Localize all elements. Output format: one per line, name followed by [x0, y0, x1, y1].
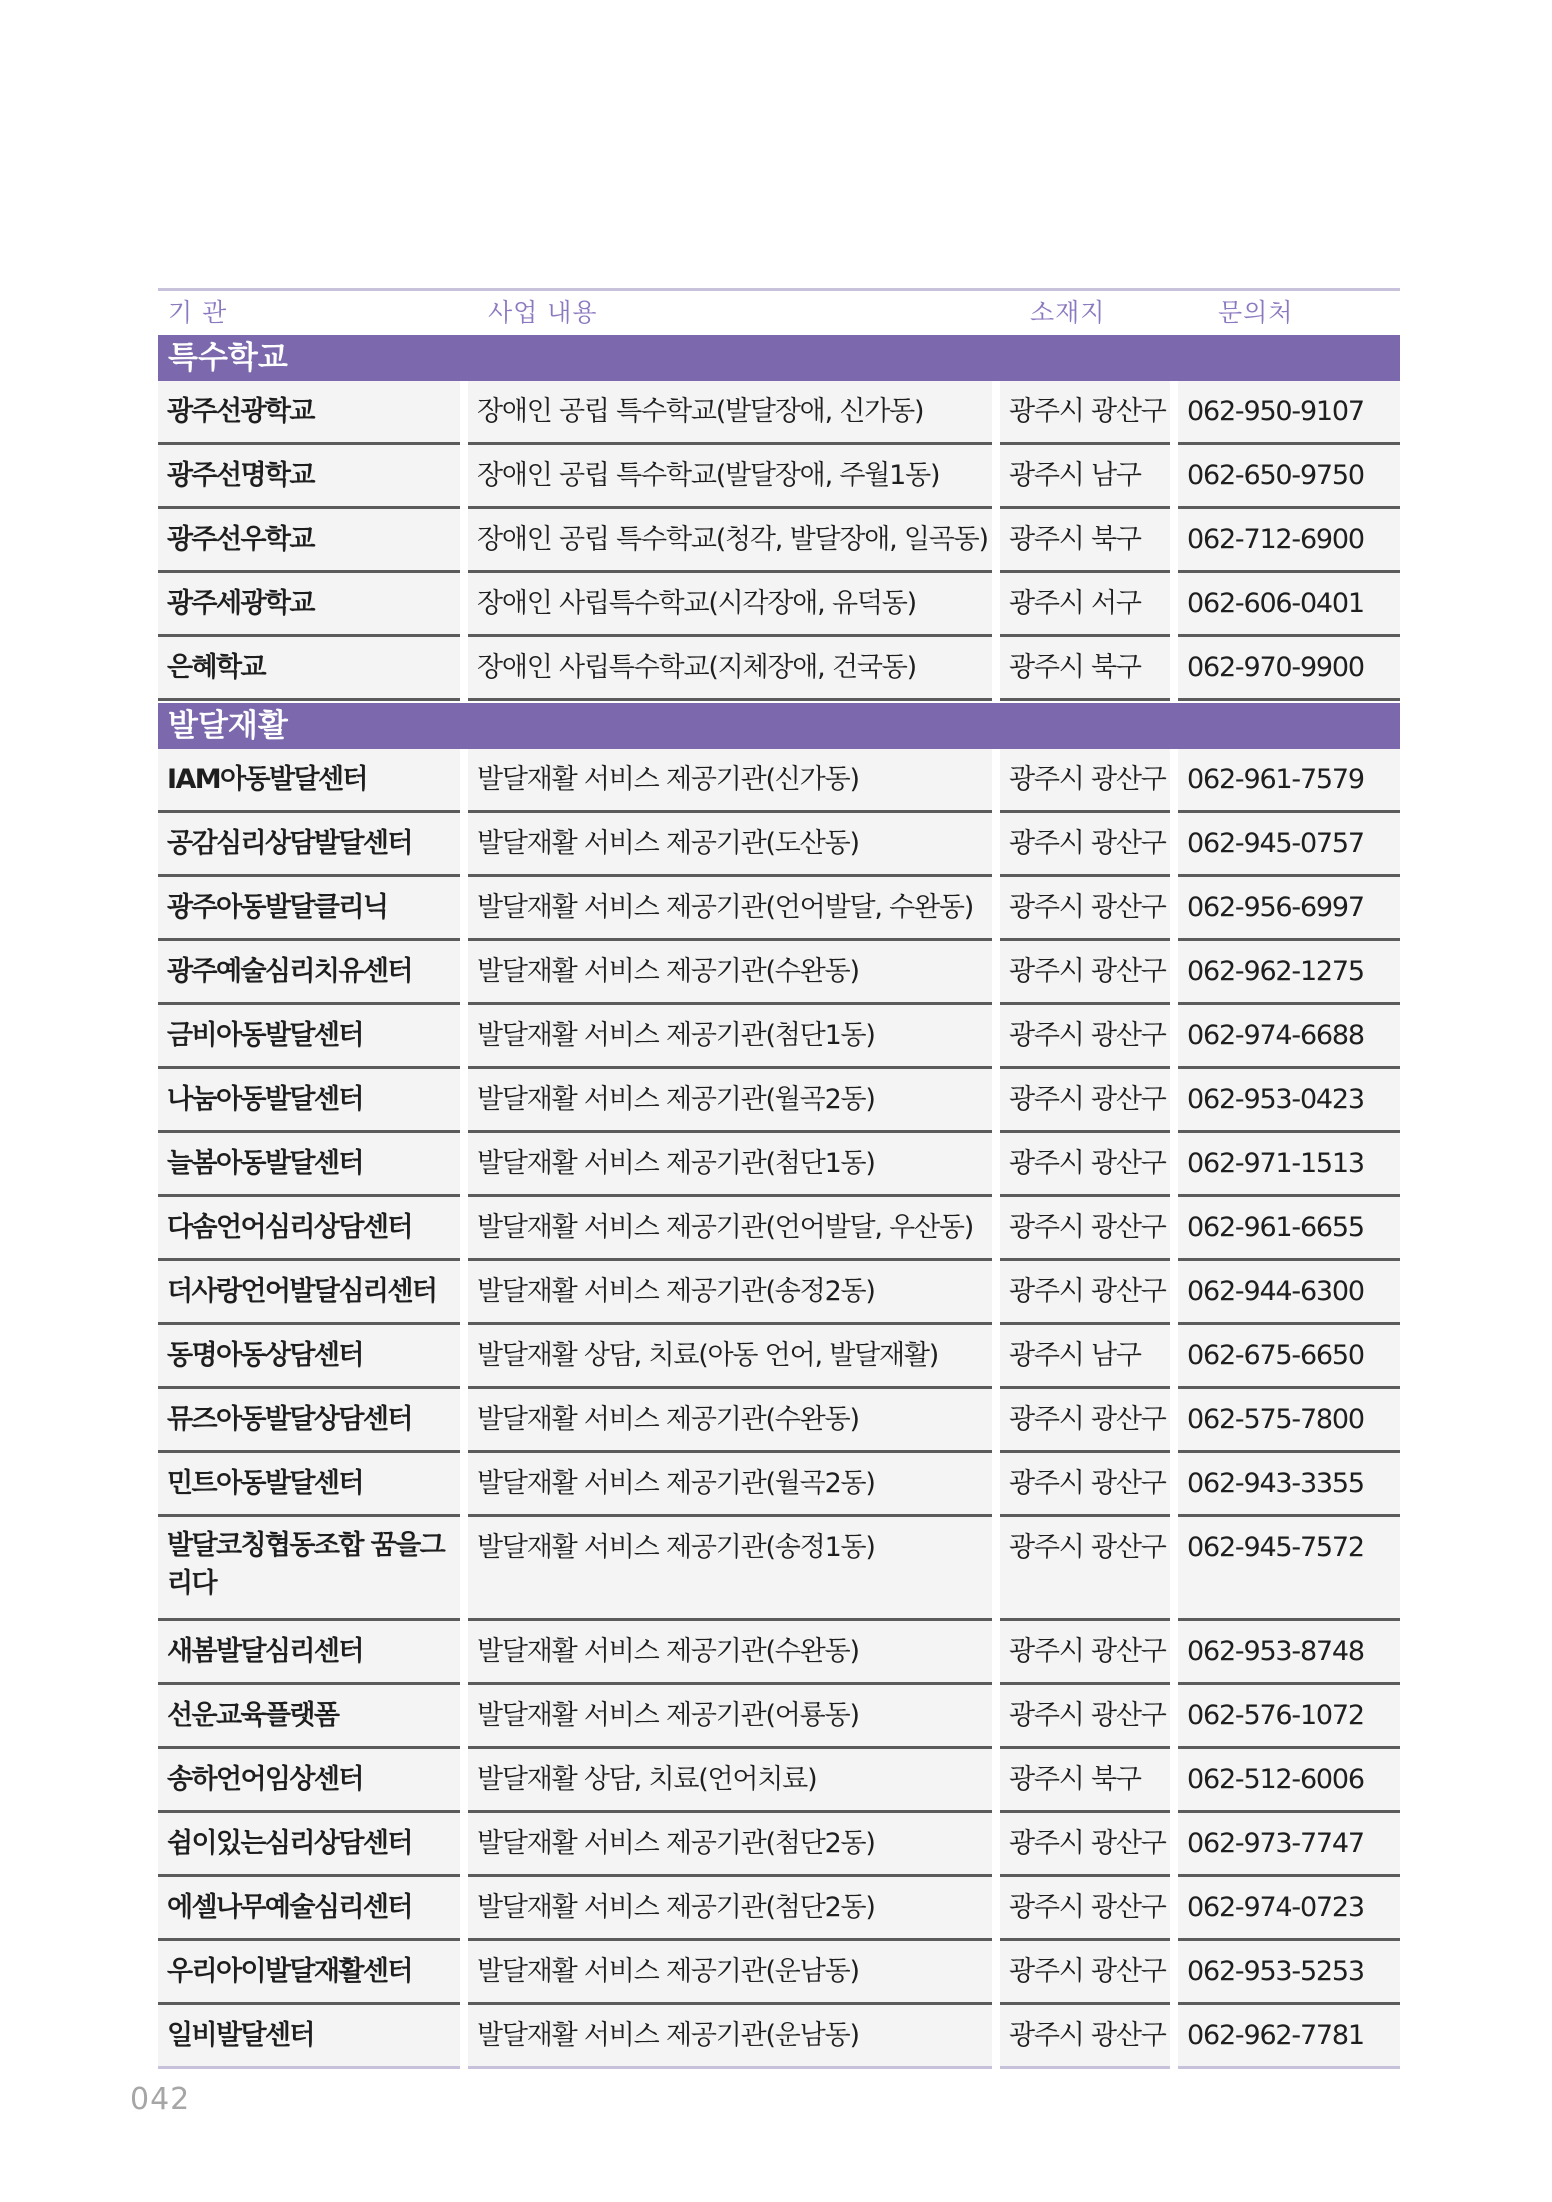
- phone-cell: 062-575-7800: [1178, 1389, 1400, 1453]
- description-cell: 발달재활 서비스 제공기관(운남동): [468, 1941, 992, 2005]
- phone-cell: 062-943-3355: [1178, 1453, 1400, 1517]
- organization-cell: 우리아이발달재활센터: [158, 1941, 460, 2005]
- location-cell: 광주시 광산구: [1000, 813, 1170, 877]
- organization-cell: 광주아동발달클리닉: [158, 877, 460, 941]
- organization-cell: 은혜학교: [158, 637, 460, 701]
- description-cell: 발달재활 서비스 제공기관(언어발달, 우산동): [468, 1197, 992, 1261]
- description-cell: 발달재활 상담, 치료(아동 언어, 발달재활): [468, 1325, 992, 1389]
- table-row: [158, 1749, 1400, 1813]
- description-cell: 장애인 공립 특수학교(발달장애, 신가동): [468, 381, 992, 445]
- table-row: [158, 1517, 1400, 1621]
- phone-cell: 062-944-6300: [1178, 1261, 1400, 1325]
- location-cell: 광주시 광산구: [1000, 1261, 1170, 1325]
- phone-cell: 062-974-0723: [1178, 1877, 1400, 1941]
- phone-cell: 062-953-0423: [1178, 1069, 1400, 1133]
- table-header: [158, 291, 1400, 333]
- description-cell: 장애인 사립특수학교(지체장애, 건국동): [468, 637, 992, 701]
- description-cell: 발달재활 서비스 제공기관(첨단2동): [468, 1877, 992, 1941]
- description-cell: 발달재활 서비스 제공기관(송정2동): [468, 1261, 992, 1325]
- table-row: [158, 1941, 1400, 2005]
- organization-cell: 일비발달센터: [158, 2005, 460, 2069]
- organization-cell: 에셀나무예술심리센터: [158, 1877, 460, 1941]
- header-description: 사업 내용: [488, 298, 598, 327]
- phone-cell: 062-962-1275: [1178, 941, 1400, 1005]
- phone-cell: 062-945-7572: [1178, 1517, 1400, 1621]
- phone-cell: 062-512-6006: [1178, 1749, 1400, 1813]
- description-cell: 발달재활 서비스 제공기관(수완동): [468, 1621, 992, 1685]
- phone-cell: 062-712-6900: [1178, 509, 1400, 573]
- location-cell: 광주시 남구: [1000, 1325, 1170, 1389]
- table-row: [158, 1685, 1400, 1749]
- phone-cell: 062-970-9900: [1178, 637, 1400, 701]
- organization-cell: 쉼이있는심리상담센터: [158, 1813, 460, 1877]
- table-row: [158, 445, 1400, 509]
- organization-cell: 민트아동발달센터: [158, 1453, 460, 1517]
- phone-cell: 062-961-6655: [1178, 1197, 1400, 1261]
- organization-cell: 늘봄아동발달센터: [158, 1133, 460, 1197]
- table-row: [158, 877, 1400, 941]
- organization-cell: 더사랑언어발달심리센터: [158, 1261, 460, 1325]
- phone-cell: 062-953-5253: [1178, 1941, 1400, 2005]
- description-cell: 발달재활 서비스 제공기관(월곡2동): [468, 1453, 992, 1517]
- table-row: [158, 1389, 1400, 1453]
- description-cell: 장애인 공립 특수학교(청각, 발달장애, 일곡동): [468, 509, 992, 573]
- description-cell: 발달재활 서비스 제공기관(언어발달, 수완동): [468, 877, 992, 941]
- phone-cell: 062-945-0757: [1178, 813, 1400, 877]
- table-row: [158, 637, 1400, 701]
- description-cell: 발달재활 서비스 제공기관(첨단1동): [468, 1005, 992, 1069]
- location-cell: 광주시 광산구: [1000, 381, 1170, 445]
- header-contact: 문의처: [1218, 298, 1294, 327]
- organization-cell: 다솜언어심리상담센터: [158, 1197, 460, 1261]
- location-cell: 광주시 광산구: [1000, 877, 1170, 941]
- organization-cell: 금비아동발달센터: [158, 1005, 460, 1069]
- organization-cell: 나눔아동발달센터: [158, 1069, 460, 1133]
- organization-cell: 광주선명학교: [158, 445, 460, 509]
- phone-cell: 062-961-7579: [1178, 749, 1400, 813]
- description-cell: 발달재활 서비스 제공기관(송정1동): [468, 1517, 992, 1621]
- description-cell: 발달재활 상담, 치료(언어치료): [468, 1749, 992, 1813]
- table-row: [158, 2005, 1400, 2069]
- description-cell: 발달재활 서비스 제공기관(월곡2동): [468, 1069, 992, 1133]
- table-row: [158, 941, 1400, 1005]
- organization-cell: 광주선광학교: [158, 381, 460, 445]
- organization-cell: 광주예술심리치유센터: [158, 941, 460, 1005]
- phone-cell: 062-953-8748: [1178, 1621, 1400, 1685]
- description-cell: 발달재활 서비스 제공기관(도산동): [468, 813, 992, 877]
- table-row: [158, 749, 1400, 813]
- location-cell: 광주시 북구: [1000, 1749, 1170, 1813]
- location-cell: 광주시 광산구: [1000, 1133, 1170, 1197]
- organization-cell: 공감심리상담발달센터: [158, 813, 460, 877]
- table-row: [158, 1069, 1400, 1133]
- location-cell: 광주시 광산구: [1000, 1005, 1170, 1069]
- table-row: [158, 1005, 1400, 1069]
- header-organization: 기 관: [168, 298, 228, 327]
- table-row: [158, 381, 1400, 445]
- organization-cell: 새봄발달심리센터: [158, 1621, 460, 1685]
- location-cell: 광주시 광산구: [1000, 1453, 1170, 1517]
- description-cell: 발달재활 서비스 제공기관(첨단1동): [468, 1133, 992, 1197]
- organization-cell: 광주선우학교: [158, 509, 460, 573]
- location-cell: 광주시 광산구: [1000, 1069, 1170, 1133]
- organization-cell: 뮤즈아동발달상담센터: [158, 1389, 460, 1453]
- description-cell: 발달재활 서비스 제공기관(어룡동): [468, 1685, 992, 1749]
- description-cell: 발달재활 서비스 제공기관(첨단2동): [468, 1813, 992, 1877]
- table-row: [158, 1877, 1400, 1941]
- phone-cell: 062-971-1513: [1178, 1133, 1400, 1197]
- location-cell: 광주시 광산구: [1000, 1517, 1170, 1621]
- phone-cell: 062-606-0401: [1178, 573, 1400, 637]
- organization-cell: 발달코칭협동조합 꿈을그리다: [158, 1517, 460, 1621]
- phone-cell: 062-675-6650: [1178, 1325, 1400, 1389]
- header-location: 소재지: [1030, 298, 1106, 327]
- phone-cell: 062-962-7781: [1178, 2005, 1400, 2069]
- table-row: [158, 1453, 1400, 1517]
- page-number: 042: [130, 2082, 191, 2117]
- location-cell: 광주시 광산구: [1000, 1685, 1170, 1749]
- description-cell: 장애인 사립특수학교(시각장애, 유덕동): [468, 573, 992, 637]
- description-cell: 장애인 공립 특수학교(발달장애, 주월1동): [468, 445, 992, 509]
- table-row: [158, 1197, 1400, 1261]
- location-cell: 광주시 광산구: [1000, 1941, 1170, 2005]
- institution-table: [158, 288, 1400, 2069]
- section-title: 발달재활: [158, 703, 1400, 749]
- location-cell: 광주시 광산구: [1000, 1813, 1170, 1877]
- location-cell: 광주시 광산구: [1000, 1389, 1170, 1453]
- section-developmental-rehab: [158, 703, 1400, 2069]
- organization-cell: IAM아동발달센터: [158, 749, 460, 813]
- section-rows: [158, 381, 1400, 701]
- organization-cell: 동명아동상담센터: [158, 1325, 460, 1389]
- location-cell: 광주시 광산구: [1000, 1877, 1170, 1941]
- section-title: 특수학교: [158, 335, 1400, 381]
- phone-cell: 062-973-7747: [1178, 1813, 1400, 1877]
- description-cell: 발달재활 서비스 제공기관(수완동): [468, 941, 992, 1005]
- location-cell: 광주시 서구: [1000, 573, 1170, 637]
- table-row: [158, 1621, 1400, 1685]
- section-rows: [158, 749, 1400, 2069]
- location-cell: 광주시 광산구: [1000, 1621, 1170, 1685]
- table-row: [158, 573, 1400, 637]
- description-cell: 발달재활 서비스 제공기관(운남동): [468, 2005, 992, 2069]
- location-cell: 광주시 북구: [1000, 509, 1170, 573]
- phone-cell: 062-956-6997: [1178, 877, 1400, 941]
- section-special-schools: [158, 335, 1400, 701]
- location-cell: 광주시 광산구: [1000, 2005, 1170, 2069]
- location-cell: 광주시 북구: [1000, 637, 1170, 701]
- table-row: [158, 1813, 1400, 1877]
- phone-cell: 062-974-6688: [1178, 1005, 1400, 1069]
- table-row: [158, 1325, 1400, 1389]
- table-row: [158, 1133, 1400, 1197]
- location-cell: 광주시 광산구: [1000, 941, 1170, 1005]
- description-cell: 발달재활 서비스 제공기관(신가동): [468, 749, 992, 813]
- table-row: [158, 1261, 1400, 1325]
- organization-cell: 선운교육플랫폼: [158, 1685, 460, 1749]
- table-row: [158, 509, 1400, 573]
- organization-cell: 광주세광학교: [158, 573, 460, 637]
- location-cell: 광주시 남구: [1000, 445, 1170, 509]
- location-cell: 광주시 광산구: [1000, 749, 1170, 813]
- table-row: [158, 813, 1400, 877]
- phone-cell: 062-576-1072: [1178, 1685, 1400, 1749]
- phone-cell: 062-650-9750: [1178, 445, 1400, 509]
- organization-cell: 송하언어임상센터: [158, 1749, 460, 1813]
- phone-cell: 062-950-9107: [1178, 381, 1400, 445]
- location-cell: 광주시 광산구: [1000, 1197, 1170, 1261]
- description-cell: 발달재활 서비스 제공기관(수완동): [468, 1389, 992, 1453]
